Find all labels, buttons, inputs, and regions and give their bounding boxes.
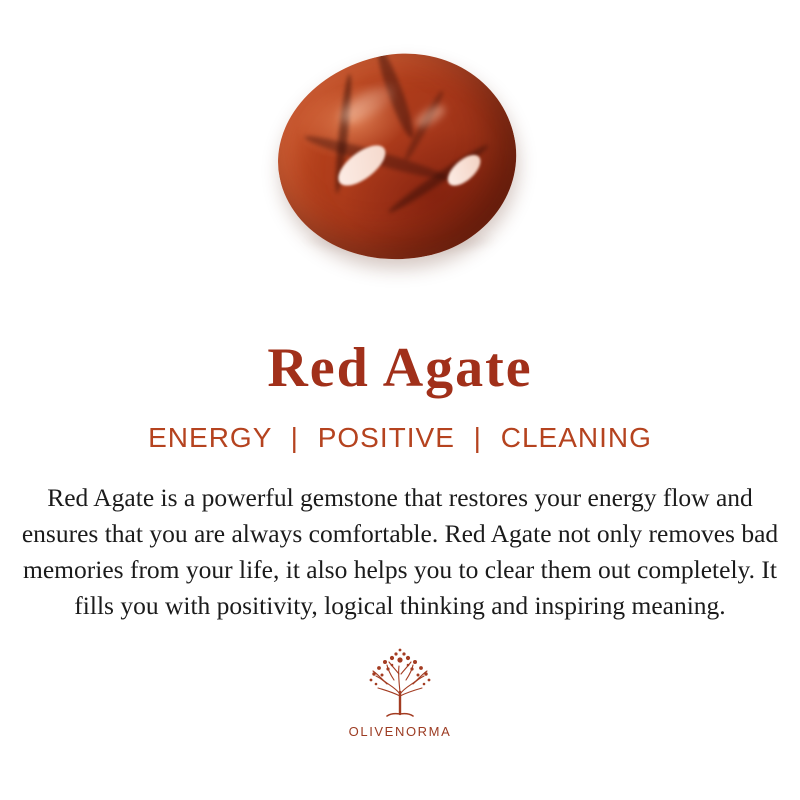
keyword-energy: ENERGY: [148, 421, 272, 453]
keyword-positive: POSITIVE: [317, 421, 455, 453]
gemstone-image: [0, 0, 800, 330]
keyword-separator: |: [290, 421, 299, 453]
keyword-list: [148, 422, 652, 454]
brand-name: OLIVENORMA: [348, 724, 452, 740]
page-title: Red Agate: [267, 337, 533, 399]
stone-vein: [386, 141, 491, 216]
keyword-separator: |: [473, 421, 482, 453]
keyword-cleaning: CLEANING: [500, 421, 652, 453]
tree-of-life-icon: [354, 640, 446, 722]
brand-logo: [349, 640, 452, 739]
gemstone-image-wrap: [270, 55, 530, 275]
product-description: Red Agate is a powerful gemstone that restores your energy flow and ensures that you are always comfortable. Red Agate not only removes bad memories from your life, it also helps you to clear them out completely. It fills you with positivity, logical thinking and inspiring meaning.: [21, 482, 779, 621]
